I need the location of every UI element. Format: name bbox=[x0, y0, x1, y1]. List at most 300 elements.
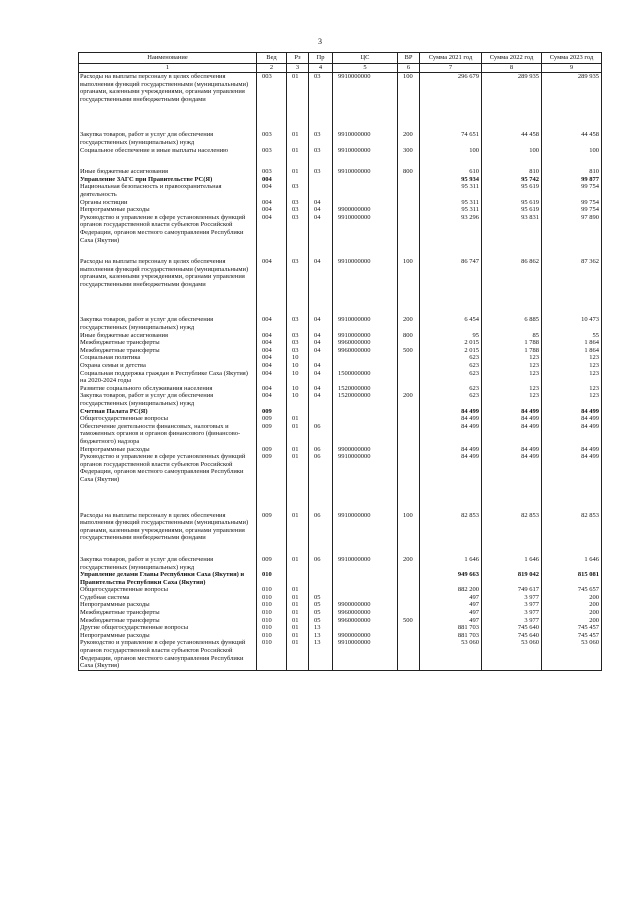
cell-sum-2022: 84 499 bbox=[482, 446, 542, 454]
spacer-cell bbox=[398, 103, 420, 117]
cell-cs bbox=[333, 624, 398, 632]
table-row bbox=[79, 362, 602, 370]
column-number: 6 bbox=[398, 64, 420, 73]
spacer-cell bbox=[287, 484, 309, 498]
cell-cs bbox=[333, 594, 398, 602]
spacer-cell bbox=[333, 288, 398, 302]
cell-ved: 004 bbox=[257, 176, 287, 184]
spacer-cell bbox=[420, 117, 482, 131]
header-cs: ЦС bbox=[333, 53, 398, 64]
cell-cs: 9910000000 bbox=[333, 512, 398, 542]
spacer-cell bbox=[482, 154, 542, 168]
spacer-cell bbox=[287, 154, 309, 168]
cell-rz: 01 bbox=[287, 556, 309, 571]
spacer-cell bbox=[287, 288, 309, 302]
cell-cs bbox=[333, 571, 398, 586]
table-row bbox=[79, 408, 602, 416]
cell-sum-2021: 84 499 bbox=[420, 446, 482, 454]
spacer-cell bbox=[482, 117, 542, 131]
cell-ved: 009 bbox=[257, 415, 287, 423]
table-row bbox=[79, 415, 602, 423]
table-row bbox=[79, 385, 602, 393]
cell-ved: 004 bbox=[257, 347, 287, 355]
cell-cs bbox=[333, 354, 398, 362]
spacer-cell bbox=[420, 484, 482, 498]
cell-ved: 010 bbox=[257, 632, 287, 640]
spacer-cell bbox=[420, 498, 482, 512]
cell-sum-2023: 55 bbox=[542, 332, 602, 340]
spacer-cell bbox=[420, 288, 482, 302]
spacer-cell bbox=[257, 103, 287, 117]
spacer-cell bbox=[333, 244, 398, 258]
cell-sum-2022: 123 bbox=[482, 362, 542, 370]
cell-sum-2021: 623 bbox=[420, 385, 482, 393]
cell-vr bbox=[398, 199, 420, 207]
cell-rz: 03 bbox=[287, 347, 309, 355]
spacer-cell bbox=[542, 542, 602, 556]
cell-sum-2022: 95 619 bbox=[482, 183, 542, 198]
cell-ved: 004 bbox=[257, 362, 287, 370]
cell-sum-2021: 84 499 bbox=[420, 423, 482, 446]
cell-sum-2021: 623 bbox=[420, 392, 482, 407]
cell-name: Руководство и управление в сфере установленных функций органов государственной власти субъектов Российской Федерации, органов местного самоуправления Республики Саха (Якутия) bbox=[79, 453, 257, 483]
cell-sum-2022: 93 831 bbox=[482, 214, 542, 244]
cell-rz: 01 bbox=[287, 632, 309, 640]
header-sum-2023: Сумма 2023 год bbox=[542, 53, 602, 64]
row-spacer bbox=[79, 302, 602, 316]
cell-ved: 003 bbox=[257, 168, 287, 176]
spacer-cell bbox=[287, 244, 309, 258]
spacer-cell bbox=[79, 302, 257, 316]
table-row bbox=[79, 258, 602, 288]
cell-vr bbox=[398, 609, 420, 617]
cell-name: Расходы на выплаты персоналу в целях обеспечения выполнения функций государственными (муниципальными) органами, казенными учреждениями, органами управления государственными внебюджетными фондами bbox=[79, 73, 257, 104]
cell-sum-2023: 810 bbox=[542, 168, 602, 176]
cell-cs bbox=[333, 415, 398, 423]
cell-sum-2023: 200 bbox=[542, 617, 602, 625]
cell-pr: 05 bbox=[309, 594, 333, 602]
cell-name: Закупка товаров, работ и услуг для обеспечения государственных (муниципальных) нужд bbox=[79, 131, 257, 146]
cell-vr: 200 bbox=[398, 392, 420, 407]
table-row bbox=[79, 617, 602, 625]
table-row bbox=[79, 316, 602, 331]
cell-sum-2022: 123 bbox=[482, 392, 542, 407]
cell-cs: 9960000000 bbox=[333, 617, 398, 625]
cell-sum-2022: 84 499 bbox=[482, 415, 542, 423]
cell-rz: 01 bbox=[287, 73, 309, 104]
cell-cs: 9910000000 bbox=[333, 639, 398, 670]
cell-sum-2023: 82 853 bbox=[542, 512, 602, 542]
cell-ved: 010 bbox=[257, 639, 287, 670]
cell-vr bbox=[398, 206, 420, 214]
column-number: 7 bbox=[420, 64, 482, 73]
cell-sum-2022: 3 977 bbox=[482, 617, 542, 625]
spacer-cell bbox=[257, 154, 287, 168]
table-row bbox=[79, 512, 602, 542]
cell-cs: 9900000000 bbox=[333, 206, 398, 214]
budget-table bbox=[78, 52, 602, 671]
cell-sum-2022: 745 640 bbox=[482, 632, 542, 640]
cell-name: Социальная политика bbox=[79, 354, 257, 362]
cell-ved: 009 bbox=[257, 446, 287, 454]
cell-ved: 004 bbox=[257, 206, 287, 214]
cell-sum-2023: 84 499 bbox=[542, 453, 602, 483]
cell-sum-2023: 87 362 bbox=[542, 258, 602, 288]
cell-name: Управление делами Главы Республики Саха (Якутия) и Правительства Республики Саха (Якутия) bbox=[79, 571, 257, 586]
spacer-cell bbox=[420, 154, 482, 168]
column-number: 8 bbox=[482, 64, 542, 73]
cell-sum-2021: 497 bbox=[420, 617, 482, 625]
table-row bbox=[79, 556, 602, 571]
cell-vr bbox=[398, 571, 420, 586]
cell-pr: 04 bbox=[309, 385, 333, 393]
cell-sum-2022: 100 bbox=[482, 147, 542, 155]
spacer-cell bbox=[257, 302, 287, 316]
spacer-cell bbox=[79, 498, 257, 512]
cell-sum-2022: 819 042 bbox=[482, 571, 542, 586]
cell-sum-2023: 200 bbox=[542, 609, 602, 617]
cell-rz: 01 bbox=[287, 594, 309, 602]
cell-pr: 03 bbox=[309, 131, 333, 146]
cell-name: Обеспечение деятельности финансовых, налоговых и таможенных органов и органов финансового (финансово-бюджетного) надзора bbox=[79, 423, 257, 446]
cell-sum-2023: 10 473 bbox=[542, 316, 602, 331]
cell-sum-2023: 289 935 bbox=[542, 73, 602, 104]
spacer-cell bbox=[482, 244, 542, 258]
cell-vr bbox=[398, 594, 420, 602]
cell-sum-2021: 1 646 bbox=[420, 556, 482, 571]
cell-pr: 03 bbox=[309, 168, 333, 176]
cell-vr bbox=[398, 408, 420, 416]
cell-sum-2021: 74 651 bbox=[420, 131, 482, 146]
table-row bbox=[79, 423, 602, 446]
cell-sum-2021: 84 499 bbox=[420, 415, 482, 423]
cell-ved: 009 bbox=[257, 512, 287, 542]
cell-vr: 800 bbox=[398, 332, 420, 340]
spacer-cell bbox=[398, 244, 420, 258]
cell-sum-2023: 123 bbox=[542, 370, 602, 385]
spacer-cell bbox=[542, 498, 602, 512]
table-row bbox=[79, 168, 602, 176]
cell-sum-2022: 86 862 bbox=[482, 258, 542, 288]
table-row bbox=[79, 571, 602, 586]
cell-rz: 01 bbox=[287, 423, 309, 446]
table-row bbox=[79, 453, 602, 483]
cell-ved: 009 bbox=[257, 408, 287, 416]
cell-ved: 004 bbox=[257, 354, 287, 362]
cell-rz: 03 bbox=[287, 339, 309, 347]
cell-name: Межбюджетные трансферты bbox=[79, 339, 257, 347]
spacer-cell bbox=[287, 498, 309, 512]
cell-name: Управление ЗАГС при Правительстве РС(Я) bbox=[79, 176, 257, 184]
cell-name: Общегосударственные вопросы bbox=[79, 415, 257, 423]
cell-rz: 10 bbox=[287, 354, 309, 362]
cell-name: Руководство и управление в сфере установленных функций органов государственной власти субъектов Российской Федерации, органов местного самоуправления Республики Саха (Якутия) bbox=[79, 639, 257, 670]
cell-sum-2021: 100 bbox=[420, 147, 482, 155]
cell-pr bbox=[309, 408, 333, 416]
cell-cs: 9910000000 bbox=[333, 168, 398, 176]
table-row bbox=[79, 624, 602, 632]
cell-cs: 9910000000 bbox=[333, 453, 398, 483]
cell-sum-2021: 95 311 bbox=[420, 199, 482, 207]
cell-name: Судебная система bbox=[79, 594, 257, 602]
cell-pr bbox=[309, 354, 333, 362]
cell-sum-2023: 123 bbox=[542, 385, 602, 393]
cell-sum-2023: 99 754 bbox=[542, 183, 602, 198]
cell-sum-2022: 123 bbox=[482, 370, 542, 385]
cell-name: Иные бюджетные ассигнования bbox=[79, 332, 257, 340]
cell-vr bbox=[398, 639, 420, 670]
cell-vr: 100 bbox=[398, 512, 420, 542]
cell-sum-2021: 497 bbox=[420, 601, 482, 609]
cell-vr bbox=[398, 423, 420, 446]
table-row bbox=[79, 632, 602, 640]
cell-vr bbox=[398, 385, 420, 393]
spacer-cell bbox=[333, 103, 398, 117]
header-name: Наименование bbox=[79, 53, 257, 64]
cell-sum-2022: 84 499 bbox=[482, 408, 542, 416]
cell-cs bbox=[333, 423, 398, 446]
cell-vr bbox=[398, 176, 420, 184]
cell-sum-2021: 610 bbox=[420, 168, 482, 176]
cell-ved: 004 bbox=[257, 214, 287, 244]
cell-sum-2022: 82 853 bbox=[482, 512, 542, 542]
cell-vr bbox=[398, 370, 420, 385]
row-spacer bbox=[79, 288, 602, 302]
cell-rz: 01 bbox=[287, 639, 309, 670]
cell-rz: 10 bbox=[287, 392, 309, 407]
cell-sum-2021: 82 853 bbox=[420, 512, 482, 542]
cell-sum-2023: 44 458 bbox=[542, 131, 602, 146]
cell-name: Расходы на выплаты персоналу в целях обеспечения выполнения функций государственными (муниципальными) органами, казенными учреждениями, органами управления государственными внебюджетными фондами bbox=[79, 258, 257, 288]
cell-rz: 03 bbox=[287, 316, 309, 331]
cell-vr: 300 bbox=[398, 147, 420, 155]
cell-cs bbox=[333, 362, 398, 370]
cell-vr: 500 bbox=[398, 617, 420, 625]
cell-rz: 10 bbox=[287, 370, 309, 385]
cell-ved: 004 bbox=[257, 199, 287, 207]
cell-name: Закупка товаров, работ и услуг для обеспечения государственных (муниципальных) нужд bbox=[79, 556, 257, 571]
page-number: 3 bbox=[318, 37, 322, 46]
table-row bbox=[79, 446, 602, 454]
cell-ved: 010 bbox=[257, 624, 287, 632]
cell-sum-2022: 95 619 bbox=[482, 199, 542, 207]
cell-sum-2023: 123 bbox=[542, 362, 602, 370]
table-row bbox=[79, 354, 602, 362]
cell-name: Органы юстиции bbox=[79, 199, 257, 207]
cell-pr: 05 bbox=[309, 617, 333, 625]
cell-sum-2021: 6 454 bbox=[420, 316, 482, 331]
spacer-cell bbox=[398, 302, 420, 316]
spacer-cell bbox=[309, 244, 333, 258]
cell-rz: 03 bbox=[287, 206, 309, 214]
cell-name: Общегосударственные вопросы bbox=[79, 586, 257, 594]
cell-cs bbox=[333, 199, 398, 207]
header-sum-2021: Сумма 2021 год bbox=[420, 53, 482, 64]
row-spacer bbox=[79, 244, 602, 258]
cell-sum-2023: 84 499 bbox=[542, 408, 602, 416]
cell-pr bbox=[309, 183, 333, 198]
cell-sum-2022: 3 977 bbox=[482, 594, 542, 602]
cell-sum-2023: 84 499 bbox=[542, 446, 602, 454]
header-rz: Рз bbox=[287, 53, 309, 64]
cell-ved: 010 bbox=[257, 571, 287, 586]
cell-pr: 05 bbox=[309, 601, 333, 609]
cell-sum-2021: 2 015 bbox=[420, 347, 482, 355]
cell-ved: 003 bbox=[257, 73, 287, 104]
cell-cs: 9910000000 bbox=[333, 556, 398, 571]
cell-pr: 04 bbox=[309, 392, 333, 407]
cell-pr: 04 bbox=[309, 199, 333, 207]
cell-sum-2021: 949 663 bbox=[420, 571, 482, 586]
spacer-cell bbox=[257, 244, 287, 258]
cell-vr: 100 bbox=[398, 258, 420, 288]
cell-sum-2022: 1 788 bbox=[482, 347, 542, 355]
cell-sum-2021: 296 679 bbox=[420, 73, 482, 104]
cell-sum-2022: 95 742 bbox=[482, 176, 542, 184]
table-body bbox=[79, 73, 602, 671]
cell-rz bbox=[287, 176, 309, 184]
cell-ved: 004 bbox=[257, 339, 287, 347]
cell-pr: 13 bbox=[309, 624, 333, 632]
cell-cs: 9910000000 bbox=[333, 214, 398, 244]
cell-sum-2023: 53 060 bbox=[542, 639, 602, 670]
cell-name: Национальная безопасность и правоохранительная деятельность bbox=[79, 183, 257, 198]
cell-sum-2021: 497 bbox=[420, 609, 482, 617]
cell-pr: 06 bbox=[309, 453, 333, 483]
cell-rz: 01 bbox=[287, 147, 309, 155]
spacer-cell bbox=[309, 117, 333, 131]
cell-cs: 1520000000 bbox=[333, 385, 398, 393]
spacer-cell bbox=[333, 302, 398, 316]
cell-cs: 9910000000 bbox=[333, 258, 398, 288]
spacer-cell bbox=[420, 244, 482, 258]
table-row bbox=[79, 601, 602, 609]
spacer-cell bbox=[420, 302, 482, 316]
spacer-cell bbox=[309, 498, 333, 512]
cell-ved: 009 bbox=[257, 556, 287, 571]
table-row bbox=[79, 183, 602, 198]
spacer-cell bbox=[398, 117, 420, 131]
cell-sum-2022: 289 935 bbox=[482, 73, 542, 104]
cell-sum-2023: 200 bbox=[542, 594, 602, 602]
table-row bbox=[79, 347, 602, 355]
cell-vr bbox=[398, 601, 420, 609]
cell-name: Непрограммные расходы bbox=[79, 632, 257, 640]
cell-rz: 03 bbox=[287, 332, 309, 340]
cell-cs: 9960000000 bbox=[333, 347, 398, 355]
cell-rz: 01 bbox=[287, 415, 309, 423]
cell-rz: 01 bbox=[287, 512, 309, 542]
cell-rz: 03 bbox=[287, 183, 309, 198]
cell-pr: 04 bbox=[309, 214, 333, 244]
cell-sum-2022: 3 977 bbox=[482, 609, 542, 617]
header-vr: ВР bbox=[398, 53, 420, 64]
cell-sum-2023: 745 457 bbox=[542, 632, 602, 640]
spacer-cell bbox=[79, 154, 257, 168]
cell-ved: 003 bbox=[257, 147, 287, 155]
table-row bbox=[79, 392, 602, 407]
spacer-cell bbox=[309, 288, 333, 302]
cell-sum-2023: 1 864 bbox=[542, 347, 602, 355]
cell-rz: 10 bbox=[287, 362, 309, 370]
cell-cs: 9960000000 bbox=[333, 609, 398, 617]
cell-ved: 010 bbox=[257, 586, 287, 594]
cell-sum-2022: 1 788 bbox=[482, 339, 542, 347]
cell-pr: 06 bbox=[309, 556, 333, 571]
cell-pr: 04 bbox=[309, 339, 333, 347]
cell-cs: 9900000000 bbox=[333, 446, 398, 454]
spacer-cell bbox=[333, 542, 398, 556]
cell-pr: 04 bbox=[309, 332, 333, 340]
cell-rz: 01 bbox=[287, 617, 309, 625]
cell-vr bbox=[398, 632, 420, 640]
cell-rz: 01 bbox=[287, 601, 309, 609]
column-number: 5 bbox=[333, 64, 398, 73]
spacer-cell bbox=[79, 117, 257, 131]
cell-ved: 009 bbox=[257, 423, 287, 446]
spacer-cell bbox=[482, 484, 542, 498]
cell-pr: 04 bbox=[309, 206, 333, 214]
cell-pr: 06 bbox=[309, 423, 333, 446]
spacer-cell bbox=[287, 103, 309, 117]
cell-ved: 004 bbox=[257, 385, 287, 393]
table-row bbox=[79, 586, 602, 594]
cell-sum-2021: 95 311 bbox=[420, 183, 482, 198]
cell-sum-2023: 1 864 bbox=[542, 339, 602, 347]
cell-sum-2021: 2 015 bbox=[420, 339, 482, 347]
spacer-cell bbox=[542, 103, 602, 117]
spacer-cell bbox=[398, 542, 420, 556]
cell-cs: 1500000000 bbox=[333, 370, 398, 385]
cell-sum-2022: 3 977 bbox=[482, 601, 542, 609]
cell-rz: 01 bbox=[287, 609, 309, 617]
spacer-cell bbox=[309, 154, 333, 168]
cell-sum-2023: 1 646 bbox=[542, 556, 602, 571]
spacer-cell bbox=[482, 498, 542, 512]
cell-sum-2023: 745 457 bbox=[542, 624, 602, 632]
cell-rz: 03 bbox=[287, 258, 309, 288]
cell-rz bbox=[287, 408, 309, 416]
cell-sum-2023: 123 bbox=[542, 392, 602, 407]
cell-sum-2022: 95 619 bbox=[482, 206, 542, 214]
cell-vr bbox=[398, 354, 420, 362]
cell-cs bbox=[333, 586, 398, 594]
spacer-cell bbox=[257, 542, 287, 556]
cell-sum-2021: 881 703 bbox=[420, 624, 482, 632]
spacer-cell bbox=[287, 117, 309, 131]
cell-sum-2021: 84 499 bbox=[420, 408, 482, 416]
cell-pr: 06 bbox=[309, 446, 333, 454]
cell-sum-2021: 497 bbox=[420, 594, 482, 602]
cell-vr: 200 bbox=[398, 556, 420, 571]
cell-sum-2022: 1 646 bbox=[482, 556, 542, 571]
cell-sum-2021: 53 060 bbox=[420, 639, 482, 670]
cell-pr: 04 bbox=[309, 347, 333, 355]
spacer-cell bbox=[79, 103, 257, 117]
cell-pr: 13 bbox=[309, 639, 333, 670]
cell-name: Межбюджетные трансферты bbox=[79, 609, 257, 617]
cell-sum-2021: 86 747 bbox=[420, 258, 482, 288]
spacer-cell bbox=[287, 542, 309, 556]
cell-rz: 10 bbox=[287, 385, 309, 393]
cell-name: Счетная Палата РС(Я) bbox=[79, 408, 257, 416]
table-row bbox=[79, 639, 602, 670]
cell-ved: 009 bbox=[257, 453, 287, 483]
table-row bbox=[79, 199, 602, 207]
cell-ved: 010 bbox=[257, 617, 287, 625]
table-row bbox=[79, 176, 602, 184]
cell-ved: 004 bbox=[257, 183, 287, 198]
